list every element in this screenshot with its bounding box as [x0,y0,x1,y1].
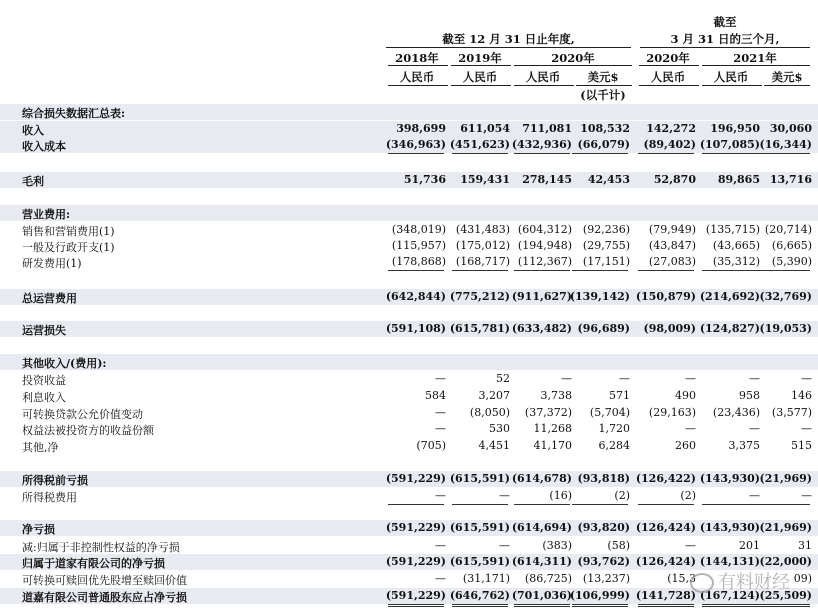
currency-col-3: 人民币 [525,70,561,84]
cell-value: — [435,406,446,419]
table-row [0,438,818,454]
cell-value: (13,237) [582,572,630,585]
cell-value: (17,151) [582,255,630,268]
double-underline [572,604,628,607]
cell-value: 201 [739,539,760,552]
cell-value: (591,229) [385,472,446,485]
cell-value: (5,704) [589,406,630,419]
cell-value: (615,591) [449,521,510,534]
underline [514,270,570,271]
double-underline [452,604,508,607]
row-label: 营业费用: [22,208,71,221]
cell-value: 41,170 [533,439,572,452]
cell-value: 260 [675,439,696,452]
cell-value: (214,692) [699,290,760,303]
underline [754,504,810,505]
cell-value: (66,079) [577,138,630,151]
cell-value: (167,124) [699,589,760,602]
row-label: 研发费用(1) [22,257,82,270]
cell-value: (591,229) [385,521,446,534]
cell-value: 13,716 [769,173,812,186]
cell-value: (98,009) [643,322,696,335]
underline [514,153,570,154]
cell-value: 515 [791,439,812,452]
row-label: 道嘉有限公司普通股东应占净亏损 [22,591,187,604]
cell-value: — [685,422,696,435]
row-label: 利息收入 [22,391,66,404]
double-underline [754,604,810,607]
cell-value: (37,372) [524,406,572,419]
underline [572,270,628,271]
cell-value: (432,936) [511,138,572,151]
table-row [0,520,818,536]
cell-value: — [435,489,446,502]
cell-value: (92,236) [582,223,630,236]
cell-value: 278,145 [522,173,572,186]
cell-value: 159,431 [460,173,510,186]
cell-value: (175,012) [455,239,510,252]
cell-value: (115,957) [391,239,446,252]
cell-value: 530 [489,422,510,435]
period-annual-header: 截至 12 月 31 日止年度, [442,32,575,46]
cell-value: (431,483) [455,223,510,236]
cell-value: 3,207 [478,389,510,402]
underline [702,270,758,271]
cell-value: 11,268 [533,422,572,435]
table-row [0,121,818,137]
cell-value: (346,963) [385,138,446,151]
cell-value: — [801,372,812,385]
wechat-icon [690,573,714,593]
cell-value: (43,847) [648,239,696,252]
cell-value: 09) [793,572,812,585]
cell-value: — [619,372,630,385]
year-2018-header: 2018年 [395,51,439,65]
cell-value: (383) [542,539,572,552]
cell-value: (2) [680,489,696,502]
underline [754,153,810,154]
cell-value: (15,3 [667,572,696,585]
period-quarter-header-bottom: 3 月 31 日的三个月, [670,32,780,46]
cell-value: — [435,572,446,585]
year-2018-rule [388,65,448,66]
cell-value: (143,930) [699,472,760,485]
row-label: 归属于道家有限公司的净亏损 [22,557,165,570]
currency-col-2-rule [451,85,511,86]
cell-value: — [685,372,696,385]
cell-value: (20,714) [764,223,812,236]
currency-col-7-rule [764,85,810,86]
underline [638,153,694,154]
cell-value: (633,482) [511,322,572,335]
cell-value: (16) [549,489,572,502]
cell-value: (143,930) [699,521,760,534]
cell-value: 108,532 [580,122,630,135]
cell-value: 3,375 [728,439,760,452]
underline [388,153,444,154]
cell-value: (25,509) [759,589,812,602]
cell-value: (3,577) [771,406,812,419]
year-2021-q-rule [702,65,810,66]
cell-value: (775,212) [449,290,510,303]
cell-value: — [749,372,760,385]
row-label: 其他收入/(费用): [22,357,107,370]
cell-value: (79,949) [648,223,696,236]
cell-value: (8,050) [469,406,510,419]
underline [702,153,758,154]
row-label: 销售和营销费用(1) [22,225,115,238]
period-quarter-header-top: 截至 [713,15,737,29]
cell-value: (93,818) [577,472,630,485]
double-underline [388,604,444,607]
cell-value: (144,131) [699,555,760,568]
cell-value: 196,950 [710,122,760,135]
table-row [0,205,818,221]
cell-value: (168,717) [455,255,510,268]
row-label: 毛利 [22,175,44,188]
cell-value: (604,312) [517,223,572,236]
row-label: 综合损失数据汇总表: [22,107,126,120]
underline [572,153,628,154]
currency-col-1-rule [388,85,448,86]
table-row [0,238,818,254]
cell-value: (591,229) [385,555,446,568]
cell-value: (32,769) [759,290,812,303]
cell-value: (21,969) [759,521,812,534]
cell-value: (22,000) [759,555,812,568]
cell-value: — [801,489,812,502]
cell-value: (93,820) [577,521,630,534]
row-label: 减:归属于非控制性权益的净亏损 [22,541,180,554]
row-label: 可转换贷款公允价值变动 [22,408,143,421]
cell-value: 584 [425,389,446,402]
underline [452,270,508,271]
row-label: 运营损失 [22,324,66,337]
cell-value: 51,736 [403,173,446,186]
unit-note: (以千计) [580,88,626,102]
table-row [0,104,818,120]
row-label: 总运营费用 [22,292,77,305]
cell-value: 611,054 [460,122,510,135]
cell-value: (5,390) [771,255,812,268]
cell-value: (615,591) [449,472,510,485]
table-row [0,254,818,270]
cell-value: 571 [609,389,630,402]
currency-col-6: 人民币 [713,70,749,84]
cell-value: (614,678) [511,472,572,485]
cell-value: (89,402) [643,138,696,151]
cell-value: 89,865 [717,173,760,186]
underline [452,504,508,505]
cell-value: (194,948) [517,239,572,252]
cell-value: (646,762) [449,589,510,602]
year-2021-q-header: 2021年 [733,51,777,65]
cell-value: (150,879) [635,290,696,303]
currency-col-1: 人民币 [399,70,435,84]
cell-value: (112,367) [517,255,572,268]
cell-value: (58) [607,539,630,552]
row-label: 投资收益 [22,374,66,387]
cell-value: (106,999) [569,589,630,602]
double-underline [514,604,570,607]
cell-value: (29,755) [582,239,630,252]
cell-value: (23,436) [712,406,760,419]
table-row [0,405,818,421]
cell-value: 6,284 [598,439,630,452]
currency-col-5-rule [639,85,699,86]
currency-col-4: 美元$ [587,70,619,84]
quarter-header-rule [640,47,810,48]
table-row [0,222,818,238]
cell-value: 52,870 [653,173,696,186]
cell-value: (16,344) [759,138,812,151]
year-2019-rule [451,65,511,66]
row-label: 一般及行政开支(1) [22,241,115,254]
cell-value: (19,053) [759,322,812,335]
cell-value: — [561,372,572,385]
year-2020-rule [514,65,632,66]
cell-value: (701,036) [511,589,572,602]
cell-value: 398,699 [396,122,446,135]
table-row [0,421,818,437]
cell-value: (126,424) [635,555,696,568]
cell-value: (348,019) [391,223,446,236]
watermark-text: 有料财经 [718,572,790,593]
cell-value: — [749,422,760,435]
watermark [690,568,790,594]
cell-value: (31,171) [462,572,510,585]
year-2020-header: 2020年 [551,51,595,65]
cell-value: (139,142) [569,290,630,303]
cell-value: (96,689) [577,322,630,335]
cell-value: (911,627) [511,290,572,303]
table-row [0,172,818,188]
underline [452,153,508,154]
cell-value: — [435,372,446,385]
currency-col-4-rule [576,85,632,86]
cell-value: 1,720 [598,422,630,435]
row-label: 收入成本 [22,140,66,153]
cell-value: (615,781) [449,322,510,335]
row-label: 净亏损 [22,523,55,536]
cell-value: — [685,539,696,552]
cell-value: 142,272 [646,122,696,135]
cell-value: (107,085) [699,138,760,151]
underline [702,504,758,505]
table-row [0,354,818,370]
table-row [0,388,818,404]
cell-value: 3,738 [540,389,572,402]
underline [388,270,444,271]
year-2019-header: 2019年 [458,51,502,65]
cell-value: (615,591) [449,555,510,568]
cell-value: 30,060 [769,122,812,135]
cell-value: (126,424) [635,521,696,534]
cell-value: (614,694) [511,521,572,534]
currency-col-6-rule [702,85,762,86]
cell-value: 146 [791,389,812,402]
cell-value: (6,665) [771,239,812,252]
cell-value: (21,969) [759,472,812,485]
cell-value: (178,868) [391,255,446,268]
year-2020-q-header: 2020年 [646,51,690,65]
cell-value: (27,083) [648,255,696,268]
underline [514,504,570,505]
cell-value: (86,725) [524,572,572,585]
cell-value: — [801,422,812,435]
cell-value: (124,827) [699,322,760,335]
cell-value: (614,311) [511,555,572,568]
table-row [0,289,818,305]
cell-value: 490 [675,389,696,402]
currency-col-7: 美元$ [771,70,803,84]
cell-value: (126,422) [635,472,696,485]
year-2020-q-rule [639,65,699,66]
table-row [0,488,818,504]
underline [572,504,628,505]
cell-value: — [749,489,760,502]
cell-value: — [435,539,446,552]
row-label: 可转换可赎回优先股增至赎回价值 [22,574,187,587]
cell-value: (591,108) [385,322,446,335]
underline [388,504,444,505]
currency-col-5: 人民币 [650,70,686,84]
row-label: 所得税费用 [22,491,77,504]
cell-value: 42,453 [587,173,630,186]
table-row [0,137,818,153]
cell-value: (35,312) [712,255,760,268]
underline [754,270,810,271]
underline [638,270,694,271]
cell-value: — [499,489,510,502]
cell-value: (135,715) [705,223,760,236]
row-label: 所得税前亏损 [22,474,88,487]
annual-header-rule [386,47,631,48]
double-underline [702,604,758,607]
table-row [0,471,818,487]
underline [638,504,694,505]
cell-value: 31 [798,539,812,552]
cell-value: 52 [496,372,510,385]
cell-value: (141,728) [635,589,696,602]
row-label: 收入 [22,124,44,137]
table-row [0,321,818,337]
cell-value: (591,229) [385,589,446,602]
double-underline [638,604,694,607]
cell-value: (43,665) [712,239,760,252]
cell-value: (29,163) [648,406,696,419]
row-label: 其他,净 [22,441,59,454]
cell-value: (642,844) [385,290,446,303]
table-row [0,371,818,387]
row-label: 权益法被投资方的收益份额 [22,424,154,437]
cell-value: 711,081 [522,122,572,135]
currency-col-3-rule [514,85,574,86]
cell-value: (93,762) [577,555,630,568]
table-row [0,538,818,554]
cell-value: 4,451 [478,439,510,452]
cell-value: 958 [739,389,760,402]
cell-value: — [435,422,446,435]
cell-value: — [499,539,510,552]
cell-value: (705) [416,439,446,452]
currency-col-2: 人民币 [462,70,498,84]
cell-value: (451,623) [449,138,510,151]
cell-value: (2) [614,489,630,502]
